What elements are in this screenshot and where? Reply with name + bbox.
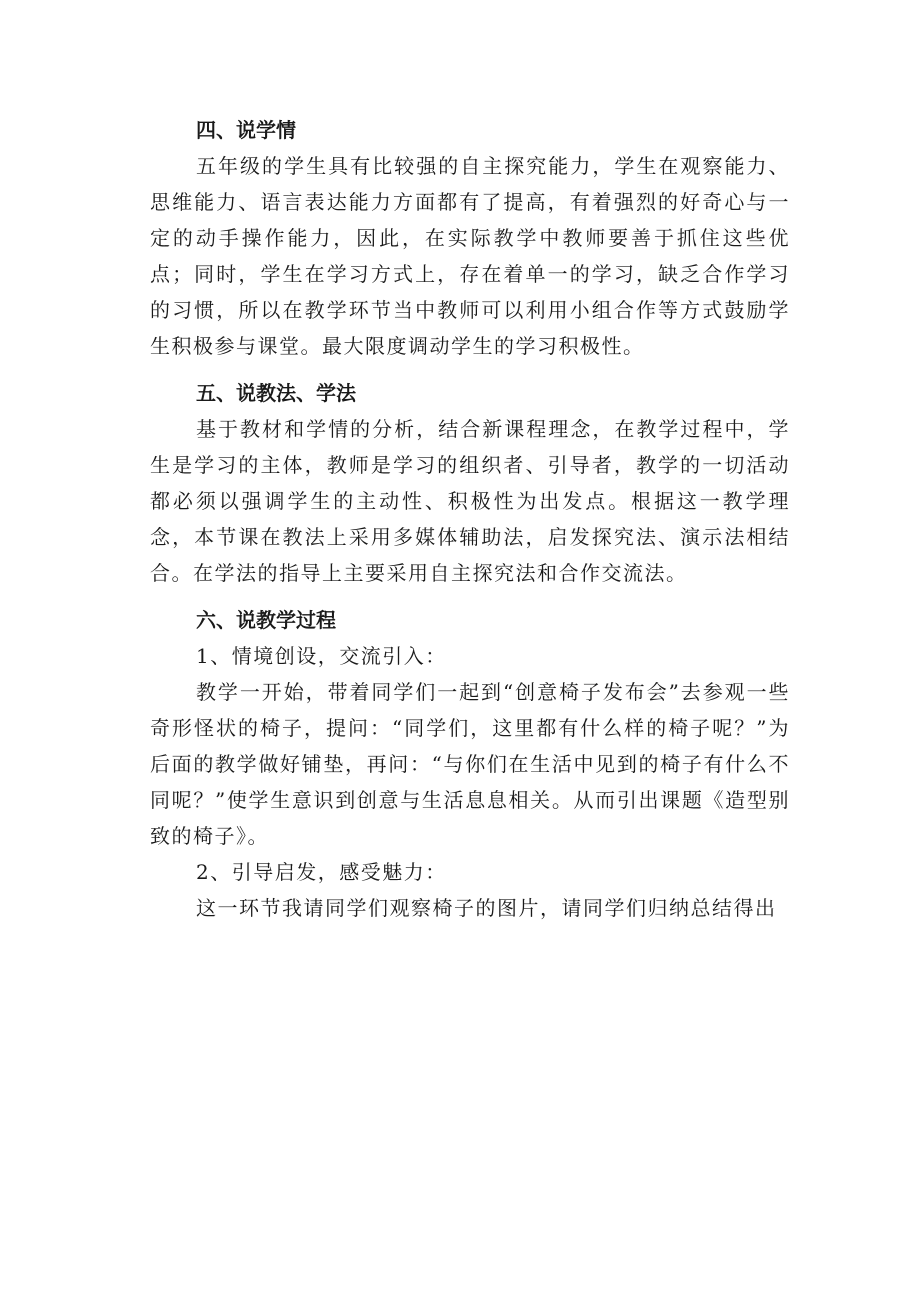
paragraph-student-analysis: 五年级的学生具有比较强的自主探究能力，学生在观察能力、思维能力、语言表达能力方面都有了提高，有着强烈的好奇心与一定的动手操作能力，因此，在实际教学中教师要善于抓住这些优点；同时，学生在学习方式上，存在着单一的学习，缺乏合作学习的习惯，所以在教学环节当中教师可以利用小组合作等方式鼓励学生积极参与课堂。最大限度调动学生的学习积极性。 [150,154,790,358]
section-4 [150,112,790,364]
document-page [150,112,790,937]
paragraph-teaching-methods: 基于教材和学情的分析，结合新课程理念，在教学过程中，学生是学习的主体，教师是学习的组织者、引导者，教学的一切活动都必须以强调学生的主动性、积极性为出发点。根据这一教学理念，本节课在教法上采用多媒体辅助法，启发探究法、演示法相结合。在学法的指导上主要采用自主探究法和合作交流法。 [150,417,790,585]
section-heading-student-analysis: 四、说学情 [196,118,296,142]
section-heading-teaching-methods: 五、说教法、学法 [196,381,356,405]
section-6 [150,602,790,926]
subheading-guided-inspiration: 2、引导启发，感受魅力： [196,860,447,884]
section-heading-teaching-process: 六、说教学过程 [196,608,336,632]
paragraph-guided-inspiration: 这一环节我请同学们观察椅子的图片，请同学们归纳总结得出 [196,896,777,920]
paragraph-situation-creation: 教学一开始，带着同学们一起到“创意椅子发布会”去参观一些奇形怪状的椅子，提问：“同学们，这里都有什么样的椅子呢？”为后面的教学做好铺垫，再问：“与你们在生活中见到的椅子有什么不同呢？”使学生意识到创意与生活息息相关。从而引出课题《造型别致的椅子》。 [150,680,790,848]
subheading-situation-creation: 1、情境创设，交流引入： [196,644,447,668]
section-5 [150,375,790,591]
